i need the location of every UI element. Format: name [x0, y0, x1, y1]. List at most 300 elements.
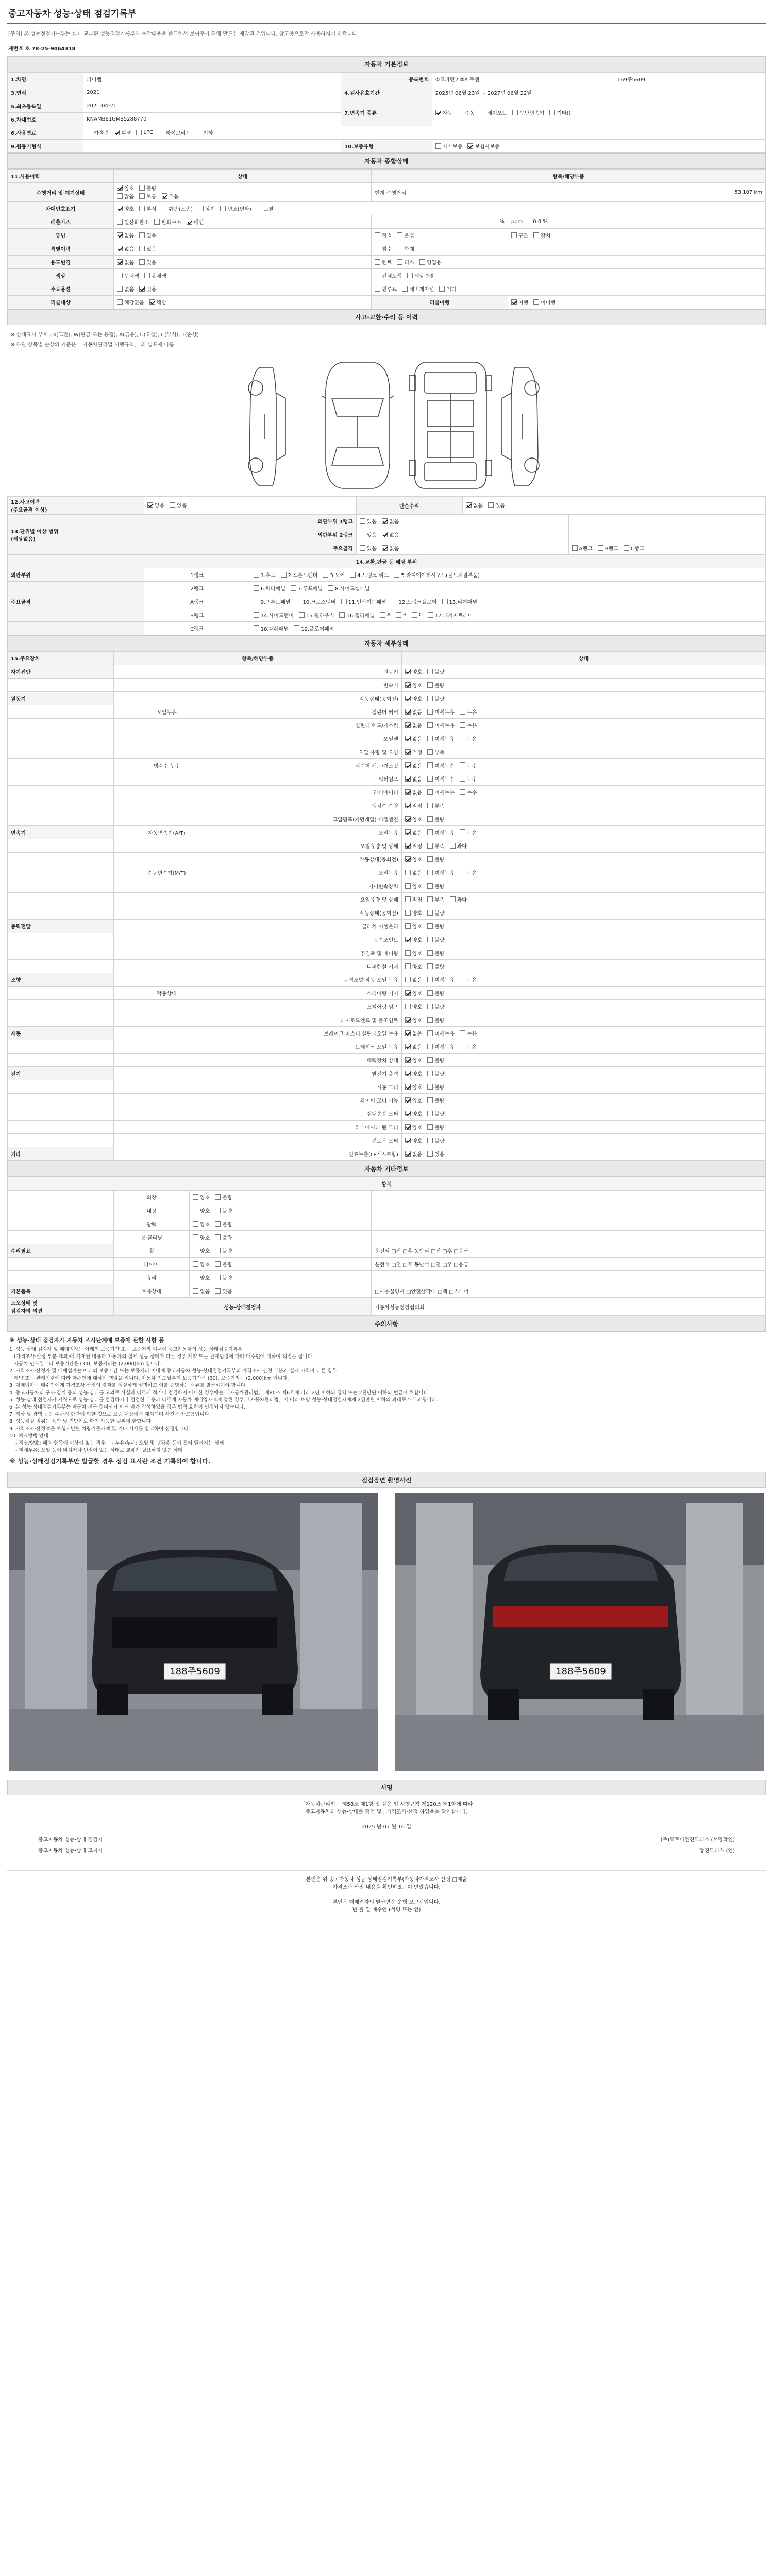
checkbox-icon[interactable] — [427, 856, 433, 862]
part-option[interactable] — [281, 571, 318, 579]
detail-state-option[interactable] — [427, 668, 444, 675]
checkbox-icon[interactable] — [460, 762, 465, 768]
detail-state-option[interactable] — [405, 922, 422, 930]
part-option[interactable] — [428, 611, 473, 619]
checkbox-icon[interactable] — [341, 599, 347, 604]
detail-state-option[interactable] — [427, 1070, 444, 1077]
checkbox-icon[interactable] — [257, 206, 262, 211]
tuning-detail2-option[interactable] — [511, 231, 528, 239]
checkbox-icon[interactable] — [375, 232, 380, 238]
accident-range-option[interactable] — [382, 531, 399, 538]
part-option[interactable] — [442, 598, 478, 605]
checkbox-icon[interactable] — [382, 545, 388, 551]
checkbox-icon[interactable] — [193, 1221, 198, 1227]
other-state-option[interactable] — [193, 1247, 210, 1255]
part-option[interactable] — [254, 624, 289, 632]
detail-state-option[interactable] — [460, 1043, 477, 1050]
checkbox-icon[interactable] — [427, 883, 433, 889]
checkbox-icon[interactable] — [187, 219, 192, 225]
checkbox-icon[interactable] — [405, 963, 411, 969]
detail-state-option[interactable] — [460, 735, 477, 742]
checkbox-icon[interactable] — [139, 259, 145, 265]
checkbox-icon[interactable] — [350, 572, 356, 578]
checkbox-icon[interactable] — [405, 803, 411, 808]
accident-history-option[interactable] — [147, 501, 164, 509]
checkbox-icon[interactable] — [117, 246, 123, 251]
odometer-level-option[interactable] — [117, 192, 134, 200]
checkbox-icon[interactable] — [339, 612, 345, 618]
simple-repair-option[interactable] — [488, 501, 505, 509]
detail-state-option[interactable] — [405, 989, 422, 997]
odometer-option[interactable] — [139, 184, 156, 192]
checkbox-icon[interactable] — [427, 950, 433, 956]
checkbox-icon[interactable] — [460, 789, 465, 795]
checkbox-icon[interactable] — [117, 286, 123, 292]
vin-mark-option[interactable] — [117, 205, 134, 212]
detail-state-option[interactable] — [405, 735, 422, 742]
transmission-option[interactable] — [549, 109, 570, 116]
checkbox-icon[interactable] — [154, 219, 160, 225]
guarantee-option[interactable] — [467, 142, 499, 150]
checkbox-icon[interactable] — [380, 612, 385, 618]
detail-state-option[interactable] — [427, 1083, 444, 1091]
detail-state-option[interactable] — [427, 842, 444, 850]
detail-state-option[interactable] — [460, 828, 477, 836]
detail-state-option[interactable] — [460, 708, 477, 716]
emission-option[interactable] — [187, 218, 204, 226]
checkbox-icon[interactable] — [460, 977, 465, 982]
checkbox-icon[interactable] — [511, 232, 517, 238]
detail-state-option[interactable] — [405, 668, 422, 675]
detail-state-option[interactable] — [405, 962, 422, 970]
checkbox-icon[interactable] — [427, 749, 433, 755]
checkbox-icon[interactable] — [193, 1288, 198, 1294]
checkbox-icon[interactable] — [405, 977, 411, 982]
checkbox-icon[interactable] — [549, 110, 555, 115]
part-option[interactable] — [339, 611, 375, 619]
checkbox-icon[interactable] — [405, 1004, 411, 1009]
checkbox-icon[interactable] — [435, 143, 441, 149]
frame-rank-option[interactable] — [598, 544, 618, 552]
checkbox-icon[interactable] — [147, 502, 153, 508]
detail-state-option[interactable] — [427, 976, 455, 984]
checkbox-icon[interactable] — [87, 130, 92, 135]
part-option[interactable] — [392, 598, 437, 605]
checkbox-icon[interactable] — [328, 585, 333, 591]
checkbox-icon[interactable] — [427, 682, 433, 688]
checkbox-icon[interactable] — [405, 910, 411, 916]
detail-state-option[interactable] — [427, 1056, 444, 1064]
checkbox-icon[interactable] — [117, 273, 123, 278]
part-option[interactable] — [254, 611, 294, 619]
checkbox-icon[interactable] — [360, 545, 365, 551]
detail-state-option[interactable] — [405, 1029, 422, 1037]
main-options-option[interactable] — [139, 285, 156, 293]
detail-state-option[interactable] — [405, 761, 422, 769]
checkbox-icon[interactable] — [117, 219, 123, 225]
tuning-detail-option[interactable] — [397, 231, 414, 239]
detail-state-option[interactable] — [427, 936, 444, 943]
detail-state-option[interactable] — [450, 842, 467, 850]
checkbox-icon[interactable] — [511, 299, 517, 305]
checkbox-icon[interactable] — [427, 910, 433, 916]
detail-state-option[interactable] — [405, 855, 422, 863]
special-history-option[interactable] — [117, 245, 134, 252]
detail-state-option[interactable] — [405, 1003, 422, 1010]
checkbox-icon[interactable] — [624, 545, 629, 551]
checkbox-icon[interactable] — [159, 130, 164, 135]
checkbox-icon[interactable] — [299, 612, 305, 618]
checkbox-icon[interactable] — [294, 625, 299, 631]
checkbox-icon[interactable] — [598, 545, 603, 551]
detail-state-option[interactable] — [405, 815, 422, 823]
detail-state-option[interactable] — [427, 1096, 444, 1104]
checkbox-icon[interactable] — [405, 829, 411, 835]
checkbox-icon[interactable] — [467, 143, 473, 149]
detail-state-option[interactable] — [427, 681, 444, 689]
checkbox-icon[interactable] — [419, 259, 425, 265]
detail-state-option[interactable] — [460, 761, 477, 769]
tuning-option[interactable] — [117, 231, 134, 239]
detail-state-option[interactable] — [427, 882, 444, 890]
tuning-detail-option[interactable] — [375, 231, 392, 239]
checkbox-icon[interactable] — [427, 1004, 433, 1009]
frame-rank-option[interactable] — [572, 544, 593, 552]
part-option[interactable] — [341, 598, 386, 605]
fuel-option[interactable] — [87, 129, 109, 137]
checkbox-icon[interactable] — [427, 1057, 433, 1063]
checkbox-icon[interactable] — [117, 193, 123, 199]
detail-state-option[interactable] — [427, 708, 455, 716]
checkbox-icon[interactable] — [427, 669, 433, 674]
other-state-option[interactable] — [215, 1260, 232, 1268]
detail-state-option[interactable] — [405, 895, 422, 903]
part-option[interactable] — [294, 624, 334, 632]
simple-repair-option[interactable] — [466, 501, 483, 509]
detail-state-option[interactable] — [405, 1016, 422, 1024]
checkbox-icon[interactable] — [139, 206, 145, 211]
part-option[interactable] — [412, 612, 423, 618]
checkbox-icon[interactable] — [117, 206, 123, 211]
detail-state-option[interactable] — [427, 1110, 444, 1117]
detail-state-option[interactable] — [427, 855, 444, 863]
checkbox-icon[interactable] — [460, 829, 465, 835]
checkbox-icon[interactable] — [405, 1097, 411, 1103]
detail-state-option[interactable] — [427, 1137, 444, 1144]
recall-done-option[interactable] — [511, 298, 528, 306]
detail-state-option[interactable] — [427, 1043, 455, 1050]
detail-state-option[interactable] — [405, 1096, 422, 1104]
color-detail-option[interactable] — [375, 272, 402, 279]
checkbox-icon[interactable] — [162, 193, 167, 199]
other-state-option[interactable] — [215, 1220, 232, 1228]
checkbox-icon[interactable] — [360, 532, 365, 537]
detail-state-option[interactable] — [427, 895, 444, 903]
tuning-option[interactable] — [139, 231, 156, 239]
checkbox-icon[interactable] — [450, 896, 456, 902]
detail-state-option[interactable] — [427, 909, 444, 917]
checkbox-icon[interactable] — [405, 749, 411, 755]
checkbox-icon[interactable] — [117, 185, 123, 191]
usage-change-detail-option[interactable] — [397, 258, 414, 266]
checkbox-icon[interactable] — [405, 883, 411, 889]
checkbox-icon[interactable] — [254, 625, 259, 631]
checkbox-icon[interactable] — [405, 682, 411, 688]
checkbox-icon[interactable] — [533, 232, 539, 238]
checkbox-icon[interactable] — [397, 246, 402, 251]
transmission-option[interactable] — [512, 109, 544, 116]
detail-state-option[interactable] — [427, 922, 444, 930]
checkbox-icon[interactable] — [139, 246, 145, 251]
other-state-option[interactable] — [193, 1220, 210, 1228]
checkbox-icon[interactable] — [139, 286, 145, 292]
accident-range-option[interactable] — [360, 531, 377, 538]
detail-state-option[interactable] — [427, 1016, 444, 1024]
checkbox-icon[interactable] — [405, 856, 411, 862]
checkbox-icon[interactable] — [427, 776, 433, 782]
other-state-option[interactable] — [215, 1207, 232, 1214]
checkbox-icon[interactable] — [460, 1044, 465, 1049]
checkbox-icon[interactable] — [439, 286, 445, 292]
checkbox-icon[interactable] — [427, 1151, 433, 1157]
checkbox-icon[interactable] — [114, 130, 120, 135]
detail-state-option[interactable] — [405, 1110, 422, 1117]
checkbox-icon[interactable] — [396, 612, 401, 618]
detail-state-option[interactable] — [427, 788, 455, 796]
checkbox-icon[interactable] — [405, 896, 411, 902]
vin-mark-option[interactable] — [139, 205, 156, 212]
other-state-option[interactable] — [215, 1287, 232, 1295]
checkbox-icon[interactable] — [427, 843, 433, 849]
main-options-detail-option[interactable] — [402, 285, 434, 293]
checkbox-icon[interactable] — [405, 736, 411, 741]
checkbox-icon[interactable] — [427, 1030, 433, 1036]
checkbox-icon[interactable] — [460, 776, 465, 782]
checkbox-icon[interactable] — [427, 1084, 433, 1090]
detail-state-option[interactable] — [427, 1003, 444, 1010]
checkbox-icon[interactable] — [215, 1194, 221, 1200]
detail-state-option[interactable] — [427, 802, 444, 809]
checkbox-icon[interactable] — [427, 803, 433, 808]
checkbox-icon[interactable] — [281, 572, 287, 578]
checkbox-icon[interactable] — [512, 110, 518, 115]
checkbox-icon[interactable] — [149, 299, 155, 305]
detail-state-option[interactable] — [405, 976, 422, 984]
checkbox-icon[interactable] — [427, 1017, 433, 1023]
checkbox-icon[interactable] — [407, 273, 413, 278]
checkbox-icon[interactable] — [427, 1097, 433, 1103]
frame-rank-option[interactable] — [624, 544, 644, 552]
checkbox-icon[interactable] — [162, 206, 167, 211]
checkbox-icon[interactable] — [193, 1194, 198, 1200]
main-options-option[interactable] — [117, 285, 134, 293]
usage-change-option[interactable] — [139, 258, 156, 266]
checkbox-icon[interactable] — [397, 259, 402, 265]
detail-state-option[interactable] — [427, 949, 444, 957]
checkbox-icon[interactable] — [360, 518, 365, 524]
checkbox-icon[interactable] — [427, 977, 433, 982]
checkbox-icon[interactable] — [427, 963, 433, 969]
detail-state-option[interactable] — [405, 949, 422, 957]
checkbox-icon[interactable] — [427, 870, 433, 875]
color-option[interactable] — [144, 272, 166, 279]
checkbox-icon[interactable] — [139, 193, 145, 199]
other-state-option[interactable] — [193, 1274, 210, 1281]
checkbox-icon[interactable] — [405, 950, 411, 956]
guarantee-option[interactable] — [435, 142, 463, 150]
detail-state-option[interactable] — [405, 1083, 422, 1091]
checkbox-icon[interactable] — [427, 1124, 433, 1130]
checkbox-icon[interactable] — [405, 843, 411, 849]
checkbox-icon[interactable] — [405, 1057, 411, 1063]
vin-mark-option[interactable] — [198, 205, 215, 212]
detail-state-option[interactable] — [405, 1056, 422, 1064]
detail-state-option[interactable] — [405, 842, 422, 850]
part-option[interactable] — [394, 571, 480, 579]
checkbox-icon[interactable] — [375, 246, 380, 251]
detail-state-option[interactable] — [427, 828, 455, 836]
checkbox-icon[interactable] — [572, 545, 578, 551]
checkbox-icon[interactable] — [254, 572, 259, 578]
detail-state-option[interactable] — [405, 681, 422, 689]
checkbox-icon[interactable] — [405, 923, 411, 929]
checkbox-icon[interactable] — [254, 599, 259, 604]
other-state-option[interactable] — [193, 1193, 210, 1201]
special-history-detail-option[interactable] — [375, 245, 392, 252]
checkbox-icon[interactable] — [193, 1261, 198, 1267]
other-state-option[interactable] — [215, 1274, 232, 1281]
part-option[interactable] — [296, 598, 336, 605]
checkbox-icon[interactable] — [215, 1275, 221, 1280]
checkbox-icon[interactable] — [427, 789, 433, 795]
color-detail-option[interactable] — [407, 272, 434, 279]
detail-state-option[interactable] — [405, 802, 422, 809]
detail-state-option[interactable] — [427, 735, 455, 742]
checkbox-icon[interactable] — [427, 709, 433, 715]
checkbox-icon[interactable] — [254, 585, 259, 591]
checkbox-icon[interactable] — [405, 937, 411, 942]
detail-state-option[interactable] — [460, 788, 477, 796]
checkbox-icon[interactable] — [405, 762, 411, 768]
other-state-option[interactable] — [193, 1233, 210, 1241]
checkbox-icon[interactable] — [196, 130, 201, 135]
detail-state-option[interactable] — [405, 936, 422, 943]
other-state-option[interactable] — [215, 1193, 232, 1201]
other-state-option[interactable] — [215, 1247, 232, 1255]
detail-state-option[interactable] — [460, 775, 477, 783]
checkbox-icon[interactable] — [405, 669, 411, 674]
checkbox-icon[interactable] — [117, 232, 123, 238]
detail-state-option[interactable] — [405, 1070, 422, 1077]
other-state-option[interactable] — [193, 1260, 210, 1268]
part-option[interactable] — [323, 571, 345, 579]
checkbox-icon[interactable] — [193, 1208, 198, 1213]
part-option[interactable] — [254, 598, 291, 605]
detail-state-option[interactable] — [405, 694, 422, 702]
checkbox-icon[interactable] — [427, 923, 433, 929]
emission-option[interactable] — [154, 218, 181, 226]
accident-range-option[interactable] — [360, 544, 377, 552]
accident-range-option[interactable] — [360, 517, 377, 525]
part-option[interactable] — [396, 612, 407, 618]
checkbox-icon[interactable] — [405, 990, 411, 996]
detail-state-option[interactable] — [405, 828, 422, 836]
checkbox-icon[interactable] — [450, 843, 456, 849]
checkbox-icon[interactable] — [397, 232, 402, 238]
detail-state-option[interactable] — [427, 748, 444, 756]
checkbox-icon[interactable] — [220, 206, 226, 211]
checkbox-icon[interactable] — [427, 736, 433, 741]
detail-state-option[interactable] — [427, 721, 455, 729]
detail-state-option[interactable] — [460, 721, 477, 729]
part-option[interactable] — [350, 571, 389, 579]
part-option[interactable] — [291, 584, 323, 592]
fuel-option[interactable] — [136, 130, 153, 135]
detail-state-option[interactable] — [405, 882, 422, 890]
checkbox-icon[interactable] — [375, 273, 380, 278]
checkbox-icon[interactable] — [460, 870, 465, 875]
vin-mark-option[interactable] — [162, 205, 193, 212]
checkbox-icon[interactable] — [117, 259, 123, 265]
checkbox-icon[interactable] — [323, 572, 328, 578]
checkbox-icon[interactable] — [117, 299, 123, 305]
checkbox-icon[interactable] — [144, 273, 150, 278]
tuning-detail2-option[interactable] — [533, 231, 550, 239]
checkbox-icon[interactable] — [405, 1030, 411, 1036]
checkbox-icon[interactable] — [254, 612, 259, 618]
checkbox-icon[interactable] — [460, 709, 465, 715]
part-option[interactable] — [254, 584, 285, 592]
checkbox-icon[interactable] — [405, 1111, 411, 1116]
usage-change-detail-option[interactable] — [419, 258, 442, 266]
checkbox-icon[interactable] — [427, 1111, 433, 1116]
checkbox-icon[interactable] — [427, 696, 433, 701]
detail-state-option[interactable] — [427, 1150, 444, 1158]
checkbox-icon[interactable] — [215, 1261, 221, 1267]
checkbox-icon[interactable] — [402, 286, 408, 292]
detail-state-option[interactable] — [427, 815, 444, 823]
checkbox-icon[interactable] — [458, 110, 463, 115]
checkbox-icon[interactable] — [382, 518, 388, 524]
checkbox-icon[interactable] — [435, 110, 441, 115]
checkbox-icon[interactable] — [427, 816, 433, 822]
other-state-option[interactable] — [193, 1287, 210, 1295]
detail-state-option[interactable] — [460, 976, 477, 984]
checkbox-icon[interactable] — [427, 1071, 433, 1076]
odometer-level-option[interactable] — [162, 192, 179, 200]
fuel-option[interactable] — [196, 129, 213, 137]
checkbox-icon[interactable] — [427, 990, 433, 996]
detail-state-option[interactable] — [427, 989, 444, 997]
transmission-option[interactable] — [458, 109, 475, 116]
detail-state-option[interactable] — [405, 775, 422, 783]
vin-mark-option[interactable] — [257, 205, 274, 212]
checkbox-icon[interactable] — [198, 206, 204, 211]
checkbox-icon[interactable] — [405, 1151, 411, 1157]
part-option[interactable] — [380, 612, 391, 618]
checkbox-icon[interactable] — [460, 736, 465, 741]
checkbox-icon[interactable] — [405, 1138, 411, 1143]
checkbox-icon[interactable] — [375, 259, 380, 265]
detail-state-option[interactable] — [405, 788, 422, 796]
detail-state-option[interactable] — [427, 775, 455, 783]
detail-state-option[interactable] — [427, 869, 455, 876]
detail-state-option[interactable] — [405, 1043, 422, 1050]
accident-range-option[interactable] — [382, 517, 399, 525]
transmission-option[interactable] — [480, 109, 507, 116]
checkbox-icon[interactable] — [466, 502, 472, 508]
detail-state-option[interactable] — [460, 1029, 477, 1037]
